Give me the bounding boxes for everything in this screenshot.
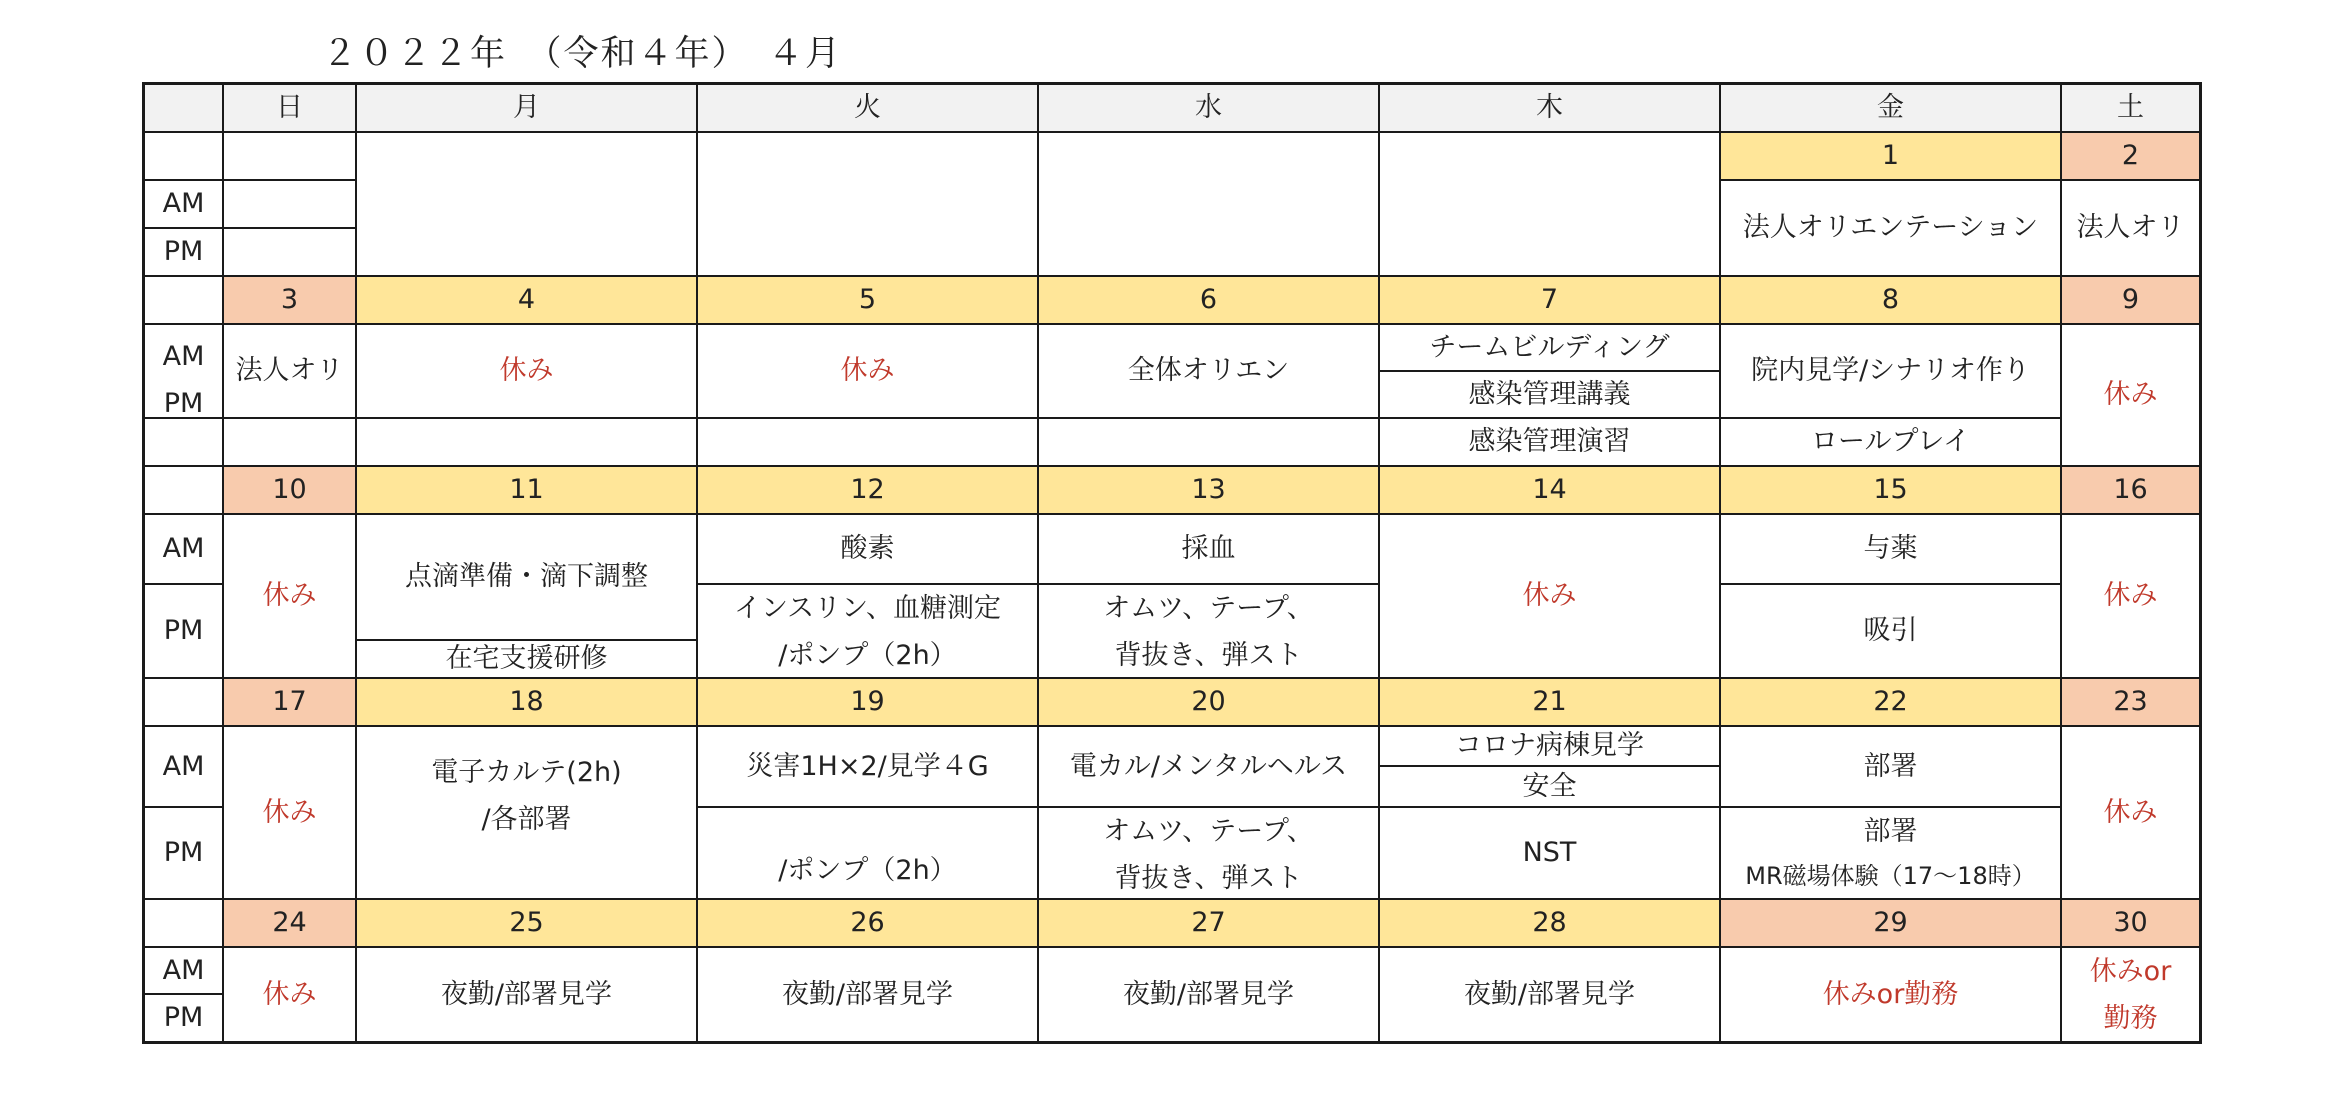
- week1-pm-label: PM: [145, 229, 224, 277]
- week2-fri-event-1: 院内見学/シナリオ作り: [1721, 325, 2062, 419]
- week2-pm-spacer: [145, 419, 224, 467]
- week2-mon-holiday: 休み: [357, 325, 698, 419]
- week4-fri-line-2: MR磁場体験（17〜18時）: [1745, 862, 2036, 891]
- week2-thu-event-3: 感染管理演習: [1380, 419, 1721, 467]
- week1-fri-event: 法人オリエンテーション: [1721, 181, 2062, 277]
- date-16: 16: [2062, 467, 2199, 515]
- date-21: 21: [1380, 679, 1721, 727]
- date-3: 3: [224, 277, 357, 325]
- week4-pm-label: PM: [145, 808, 224, 900]
- week5-sat-event: [2062, 948, 2199, 1041]
- date-13: 13: [1039, 467, 1380, 515]
- week1-mon-empty: [357, 133, 698, 277]
- week4-thu-event-2: 安全: [1380, 767, 1721, 808]
- week1-sun-am: [224, 181, 357, 229]
- date-25: 25: [357, 900, 698, 948]
- week4-wed-event-2: [1039, 808, 1380, 900]
- date-30: 30: [2062, 900, 2199, 948]
- am-label: AM: [162, 341, 205, 372]
- date-19: 19: [698, 679, 1039, 727]
- week3-wed-event-1: 採血: [1039, 515, 1380, 585]
- week1-wed-empty: [1039, 133, 1380, 277]
- week1-sun-pm: [224, 229, 357, 277]
- week1-tue-empty: [698, 133, 1039, 277]
- week3-mon-event-2: 在宅支援研修: [357, 641, 698, 679]
- week3-tue-line-1: インスリン、血糖測定: [733, 593, 1002, 624]
- week3-sat-holiday: 休み: [2062, 515, 2199, 679]
- week4-tue-event-2: /ポンプ（2h）: [698, 808, 1039, 900]
- week1-sun-date: [224, 133, 357, 181]
- week3-pm-label: PM: [145, 585, 224, 679]
- date-22: 22: [1721, 679, 2062, 727]
- week4-tue-event-1: 災害1H×2/見学４G: [698, 727, 1039, 808]
- week4-fri-line-1: 部署: [1863, 816, 1918, 847]
- week2-wed-pm: [1039, 419, 1380, 467]
- week2-ampm-label: [145, 325, 224, 419]
- week3-wed-line-1: オムツ、テープ、: [1103, 593, 1314, 624]
- date-7: 7: [1380, 277, 1721, 325]
- week3-tue-event-2: [698, 585, 1039, 679]
- week5-date-label: [145, 900, 224, 948]
- week2-tue-holiday: 休み: [698, 325, 1039, 419]
- week4-mon-event-lines: [431, 749, 621, 844]
- date-17: 17: [224, 679, 357, 727]
- date-23: 23: [2062, 679, 2199, 727]
- week4-wed-line-1: オムツ、テープ、: [1103, 816, 1314, 847]
- week3-wed-line-2: 背抜き、弾スト: [1114, 640, 1303, 672]
- week5-wed-event: 夜勤/部署見学: [1039, 948, 1380, 1041]
- week5-sun-holiday: 休み: [224, 948, 357, 1041]
- week4-sat-holiday: 休み: [2062, 727, 2199, 900]
- week3-fri-event-1: 与薬: [1721, 515, 2062, 585]
- week4-mon-line-2: /各部署: [481, 804, 572, 836]
- header-thu: 木: [1380, 85, 1721, 133]
- week3-wed-event-2: [1039, 585, 1380, 679]
- header-fri: 金: [1721, 85, 2062, 133]
- header-sun: 日: [224, 85, 357, 133]
- date-10: 10: [224, 467, 357, 515]
- week2-sat-holiday: 休み: [2062, 325, 2199, 467]
- week1-thu-empty: [1380, 133, 1721, 277]
- week2-tue-pm: [698, 419, 1039, 467]
- header-corner: [145, 85, 224, 133]
- week5-sat-line-1: 休みor: [2089, 956, 2172, 987]
- date-14: 14: [1380, 467, 1721, 515]
- week2-fri-event-2: ロールプレイ: [1721, 419, 2062, 467]
- week5-pm-label: PM: [145, 995, 224, 1041]
- pm-label: PM: [163, 388, 204, 420]
- week3-sun-holiday: 休み: [224, 515, 357, 679]
- week4-sun-holiday: 休み: [224, 727, 357, 900]
- week2-sun-pm: [224, 419, 357, 467]
- week4-mon-line-1: 電子カルテ(2h): [431, 757, 622, 788]
- date-9: 9: [2062, 277, 2199, 325]
- week4-wed-line-2: 背抜き、弾スト: [1114, 863, 1303, 895]
- week4-am-label: AM: [145, 727, 224, 808]
- week3-thu-holiday: 休み: [1380, 515, 1721, 679]
- week2-mon-pm: [357, 419, 698, 467]
- header-mon: 月: [357, 85, 698, 133]
- week5-sat-line-2: 勤務: [2103, 1003, 2158, 1035]
- calendar-title: ２０２２年 （令和４年） ４月: [322, 34, 843, 74]
- week3-fri-event-2: 吸引: [1721, 585, 2062, 679]
- week2-wed-event: 全体オリエン: [1039, 325, 1380, 419]
- week4-date-label: [145, 679, 224, 727]
- week3-tue-event-1: 酸素: [698, 515, 1039, 585]
- date-29: 29: [1721, 900, 2062, 948]
- week5-fri-event: 休みor勤務: [1721, 948, 2062, 1041]
- week4-mon-event: [357, 727, 698, 900]
- header-tue: 火: [698, 85, 1039, 133]
- week4-fri-event-2: [1721, 808, 2062, 900]
- date-4: 4: [357, 277, 698, 325]
- date-27: 27: [1039, 900, 1380, 948]
- week3-tue-line-2: /ポンプ（2h）: [778, 640, 957, 672]
- week5-am-label: AM: [145, 948, 224, 995]
- date-12: 12: [698, 467, 1039, 515]
- week3-date-label: [145, 467, 224, 515]
- week2-thu-event-2: 感染管理講義: [1380, 372, 1721, 419]
- week1-sat-event: 法人オリ: [2062, 181, 2199, 277]
- date-26: 26: [698, 900, 1039, 948]
- date-1: 1: [1721, 133, 2062, 181]
- week5-thu-event: 夜勤/部署見学: [1380, 948, 1721, 1041]
- date-24: 24: [224, 900, 357, 948]
- week4-thu-event-3: NST: [1380, 808, 1721, 900]
- date-15: 15: [1721, 467, 2062, 515]
- week5-tue-event: 夜勤/部署見学: [698, 948, 1039, 1041]
- week4-thu-event-1: コロナ病棟見学: [1380, 727, 1721, 767]
- week2-sun-event: 法人オリ: [224, 325, 357, 419]
- week3-am-label: AM: [145, 515, 224, 585]
- date-2: 2: [2062, 133, 2199, 181]
- week2-thu-event-1: チームビルディング: [1380, 325, 1721, 372]
- date-6: 6: [1039, 277, 1380, 325]
- week3-mon-event-1: 点滴準備・滴下調整: [357, 515, 698, 641]
- monthly-schedule-table: [142, 82, 2202, 1044]
- week2-date-label: [145, 277, 224, 325]
- week4-wed-event-1: 電カル/メンタルヘルス: [1039, 727, 1380, 808]
- date-8: 8: [1721, 277, 2062, 325]
- week1-am-label: AM: [145, 181, 224, 229]
- date-5: 5: [698, 277, 1039, 325]
- week5-mon-event: 夜勤/部署見学: [357, 948, 698, 1041]
- header-wed: 水: [1039, 85, 1380, 133]
- header-sat: 土: [2062, 85, 2199, 133]
- week1-date-label: [145, 133, 224, 181]
- date-20: 20: [1039, 679, 1380, 727]
- week4-fri-event-1: 部署: [1721, 727, 2062, 808]
- date-18: 18: [357, 679, 698, 727]
- date-28: 28: [1380, 900, 1721, 948]
- date-11: 11: [357, 467, 698, 515]
